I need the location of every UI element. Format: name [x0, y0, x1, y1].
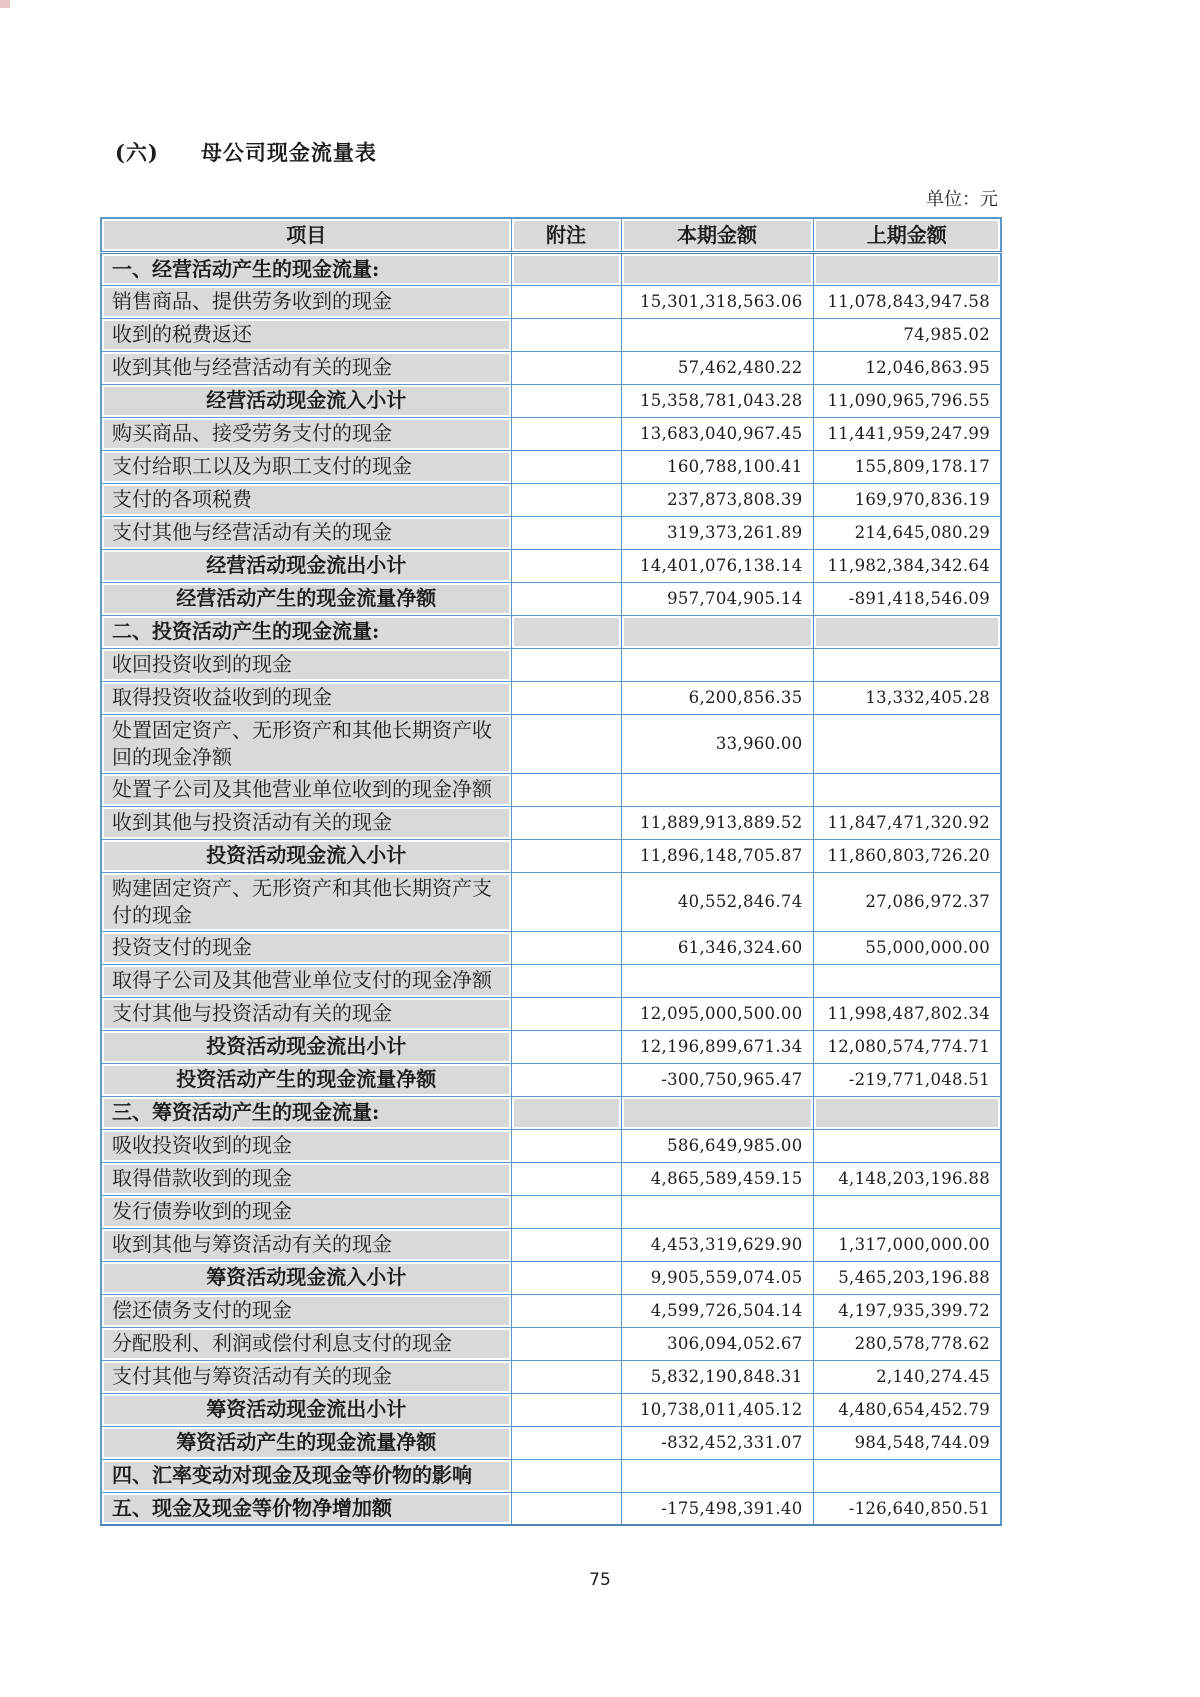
note-cell [511, 318, 621, 351]
subtotal-row [101, 384, 1001, 417]
note-cell [511, 839, 621, 872]
item-row [101, 681, 1001, 714]
prior-amount: 1,317,000,000.00 [813, 1228, 1001, 1261]
prior-amount: 13,332,405.28 [813, 681, 1001, 714]
note-cell [511, 285, 621, 318]
item-label: 筹资活动现金流出小计 [101, 1393, 511, 1426]
subtotal-row [101, 1063, 1001, 1096]
current-amount [621, 615, 813, 648]
prior-amount: 5,465,203,196.88 [813, 1261, 1001, 1294]
prior-amount: 155,809,178.17 [813, 450, 1001, 483]
item-row [101, 806, 1001, 839]
prior-amount: 4,480,654,452.79 [813, 1393, 1001, 1426]
prior-amount: 984,548,744.09 [813, 1426, 1001, 1459]
note-cell [511, 997, 621, 1030]
current-amount: 11,889,913,889.52 [621, 806, 813, 839]
note-cell [511, 615, 621, 648]
item-label: 取得借款收到的现金 [101, 1162, 511, 1195]
note-cell [511, 1327, 621, 1360]
item-row [101, 285, 1001, 318]
note-cell [511, 582, 621, 615]
item-label: 一、经营活动产生的现金流量: [101, 252, 511, 285]
current-amount: 40,552,846.74 [621, 872, 813, 931]
prior-amount: 27,086,972.37 [813, 872, 1001, 931]
prior-amount: 280,578,778.62 [813, 1327, 1001, 1360]
summary-row [101, 1492, 1001, 1525]
item-label: 取得投资收益收到的现金 [101, 681, 511, 714]
subtotal-row [101, 549, 1001, 582]
subtotal-row [101, 1393, 1001, 1426]
note-cell [511, 1195, 621, 1228]
current-amount: 12,095,000,500.00 [621, 997, 813, 1030]
prior-amount: 169,970,836.19 [813, 483, 1001, 516]
note-cell [511, 252, 621, 285]
note-cell [511, 1129, 621, 1162]
note-cell [511, 1393, 621, 1426]
current-amount: 237,873,808.39 [621, 483, 813, 516]
prior-amount [813, 648, 1001, 681]
cash-flow-table [100, 217, 1002, 1526]
item-label: 支付其他与经营活动有关的现金 [101, 516, 511, 549]
note-cell [511, 516, 621, 549]
subtotal-row [101, 1426, 1001, 1459]
summary-row [101, 1459, 1001, 1492]
prior-amount [813, 1096, 1001, 1129]
prior-amount [813, 1459, 1001, 1492]
item-label: 吸收投资收到的现金 [101, 1129, 511, 1162]
note-cell [511, 384, 621, 417]
subtotal-row [101, 1030, 1001, 1063]
item-label: 收到其他与投资活动有关的现金 [101, 806, 511, 839]
prior-amount: 11,860,803,726.20 [813, 839, 1001, 872]
item-row [101, 1360, 1001, 1393]
section-number: (六) [115, 140, 159, 165]
current-amount: 13,683,040,967.45 [621, 417, 813, 450]
note-cell [511, 931, 621, 964]
note-cell [511, 1492, 621, 1525]
item-label: 五、现金及现金等价物净增加额 [101, 1492, 511, 1525]
item-row [101, 964, 1001, 997]
page-number: 75 [589, 1570, 611, 1590]
current-amount: -832,452,331.07 [621, 1426, 813, 1459]
item-label: 收到其他与经营活动有关的现金 [101, 351, 511, 384]
note-cell [511, 1426, 621, 1459]
item-label: 购买商品、接受劳务支付的现金 [101, 417, 511, 450]
current-amount: -175,498,391.40 [621, 1492, 813, 1525]
current-amount: 10,738,011,405.12 [621, 1393, 813, 1426]
prior-amount: 4,148,203,196.88 [813, 1162, 1001, 1195]
item-label: 经营活动现金流入小计 [101, 384, 511, 417]
item-label: 处置固定资产、无形资产和其他长期资产收回的现金净额 [101, 714, 511, 773]
item-label: 投资活动现金流出小计 [101, 1030, 511, 1063]
item-row [101, 1129, 1001, 1162]
item-label: 三、筹资活动产生的现金流量: [101, 1096, 511, 1129]
current-amount [621, 964, 813, 997]
current-amount: 319,373,261.89 [621, 516, 813, 549]
table-body [101, 252, 1001, 1525]
current-amount [621, 1096, 813, 1129]
prior-amount: 12,080,574,774.71 [813, 1030, 1001, 1063]
current-amount: 6,200,856.35 [621, 681, 813, 714]
current-amount: 9,905,559,074.05 [621, 1261, 813, 1294]
current-amount: 306,094,052.67 [621, 1327, 813, 1360]
item-label: 筹资活动产生的现金流量净额 [101, 1426, 511, 1459]
item-row [101, 997, 1001, 1030]
item-label: 发行债券收到的现金 [101, 1195, 511, 1228]
item-label: 投资活动现金流入小计 [101, 839, 511, 872]
prior-amount: 11,982,384,342.64 [813, 549, 1001, 582]
prior-amount [813, 1195, 1001, 1228]
current-amount: 57,462,480.22 [621, 351, 813, 384]
item-label: 收到的税费返还 [101, 318, 511, 351]
current-amount: 957,704,905.14 [621, 582, 813, 615]
note-cell [511, 648, 621, 681]
item-label: 筹资活动现金流入小计 [101, 1261, 511, 1294]
prior-amount [813, 964, 1001, 997]
current-amount: 4,865,589,459.15 [621, 1162, 813, 1195]
prior-amount: 12,046,863.95 [813, 351, 1001, 384]
subtotal-row [101, 582, 1001, 615]
item-row [101, 648, 1001, 681]
prior-amount: 11,441,959,247.99 [813, 417, 1001, 450]
prior-amount [813, 714, 1001, 773]
note-cell [511, 417, 621, 450]
section-row [101, 615, 1001, 648]
item-row [101, 483, 1001, 516]
document-page [100, 0, 1000, 1590]
item-row [101, 872, 1001, 931]
current-amount: 14,401,076,138.14 [621, 549, 813, 582]
prior-amount: 214,645,080.29 [813, 516, 1001, 549]
item-row [101, 516, 1001, 549]
prior-amount: 55,000,000.00 [813, 931, 1001, 964]
current-amount: 15,301,318,563.06 [621, 285, 813, 318]
current-amount: 4,599,726,504.14 [621, 1294, 813, 1327]
current-amount [621, 252, 813, 285]
item-label: 经营活动现金流出小计 [101, 549, 511, 582]
prior-amount: 74,985.02 [813, 318, 1001, 351]
prior-amount: -219,771,048.51 [813, 1063, 1001, 1096]
item-label: 四、汇率变动对现金及现金等价物的影响 [101, 1459, 511, 1492]
note-cell [511, 773, 621, 806]
current-amount: 586,649,985.00 [621, 1129, 813, 1162]
item-label: 经营活动产生的现金流量净额 [101, 582, 511, 615]
item-row [101, 450, 1001, 483]
current-amount: 5,832,190,848.31 [621, 1360, 813, 1393]
current-amount: 12,196,899,671.34 [621, 1030, 813, 1063]
column-header-item: 项目 [101, 218, 511, 252]
note-cell [511, 1030, 621, 1063]
subtotal-row [101, 839, 1001, 872]
note-cell [511, 1459, 621, 1492]
current-amount [621, 1459, 813, 1492]
note-cell [511, 1162, 621, 1195]
item-row [101, 714, 1001, 773]
column-header-prior-amount: 上期金额 [813, 218, 1001, 252]
prior-amount: 2,140,274.45 [813, 1360, 1001, 1393]
item-label: 支付其他与筹资活动有关的现金 [101, 1360, 511, 1393]
current-amount: 61,346,324.60 [621, 931, 813, 964]
item-label: 偿还债务支付的现金 [101, 1294, 511, 1327]
current-amount: -300,750,965.47 [621, 1063, 813, 1096]
note-cell [511, 483, 621, 516]
note-cell [511, 1096, 621, 1129]
current-amount: 11,896,148,705.87 [621, 839, 813, 872]
page-title [100, 137, 1000, 167]
section-row [101, 1096, 1001, 1129]
statement-title: 母公司现金流量表 [200, 140, 377, 165]
note-cell [511, 1360, 621, 1393]
current-amount: 33,960.00 [621, 714, 813, 773]
item-row [101, 1195, 1001, 1228]
current-amount: 160,788,100.41 [621, 450, 813, 483]
item-label: 二、投资活动产生的现金流量: [101, 615, 511, 648]
scan-artifact [0, 0, 10, 8]
prior-amount [813, 252, 1001, 285]
note-cell [511, 1294, 621, 1327]
prior-amount: 4,197,935,399.72 [813, 1294, 1001, 1327]
current-amount: 15,358,781,043.28 [621, 384, 813, 417]
prior-amount: -126,640,850.51 [813, 1492, 1001, 1525]
item-label: 投资支付的现金 [101, 931, 511, 964]
column-header-note: 附注 [511, 218, 621, 252]
prior-amount: 11,078,843,947.58 [813, 285, 1001, 318]
item-row [101, 773, 1001, 806]
item-label: 投资活动产生的现金流量净额 [101, 1063, 511, 1096]
item-label: 支付其他与投资活动有关的现金 [101, 997, 511, 1030]
note-cell [511, 872, 621, 931]
note-cell [511, 806, 621, 839]
table-header-row [101, 218, 1001, 252]
item-row [101, 1294, 1001, 1327]
item-row [101, 1327, 1001, 1360]
prior-amount [813, 615, 1001, 648]
current-amount [621, 773, 813, 806]
item-label: 收回投资收到的现金 [101, 648, 511, 681]
item-label: 收到其他与筹资活动有关的现金 [101, 1228, 511, 1261]
item-label: 支付给职工以及为职工支付的现金 [101, 450, 511, 483]
item-row [101, 417, 1001, 450]
item-row [101, 1228, 1001, 1261]
note-cell [511, 1063, 621, 1096]
section-row [101, 252, 1001, 285]
note-cell [511, 549, 621, 582]
item-row [101, 931, 1001, 964]
note-cell [511, 1261, 621, 1294]
item-row [101, 1162, 1001, 1195]
current-amount [621, 318, 813, 351]
item-label: 购建固定资产、无形资产和其他长期资产支付的现金 [101, 872, 511, 931]
note-cell [511, 681, 621, 714]
item-label: 销售商品、提供劳务收到的现金 [101, 285, 511, 318]
current-amount: 4,453,319,629.90 [621, 1228, 813, 1261]
item-row [101, 351, 1001, 384]
prior-amount: -891,418,546.09 [813, 582, 1001, 615]
current-amount [621, 648, 813, 681]
item-row [101, 318, 1001, 351]
note-cell [511, 964, 621, 997]
prior-amount: 11,847,471,320.92 [813, 806, 1001, 839]
item-label: 取得子公司及其他营业单位支付的现金净额 [101, 964, 511, 997]
prior-amount: 11,090,965,796.55 [813, 384, 1001, 417]
prior-amount: 11,998,487,802.34 [813, 997, 1001, 1030]
column-header-current-amount: 本期金额 [621, 218, 813, 252]
item-label: 分配股利、利润或偿付利息支付的现金 [101, 1327, 511, 1360]
subtotal-row [101, 1261, 1001, 1294]
prior-amount [813, 773, 1001, 806]
item-label: 支付的各项税费 [101, 483, 511, 516]
item-label: 处置子公司及其他营业单位收到的现金净额 [101, 773, 511, 806]
note-cell [511, 351, 621, 384]
unit-label: 单位：元 [926, 189, 998, 210]
note-cell [511, 1228, 621, 1261]
note-cell [511, 714, 621, 773]
current-amount [621, 1195, 813, 1228]
note-cell [511, 450, 621, 483]
prior-amount [813, 1129, 1001, 1162]
